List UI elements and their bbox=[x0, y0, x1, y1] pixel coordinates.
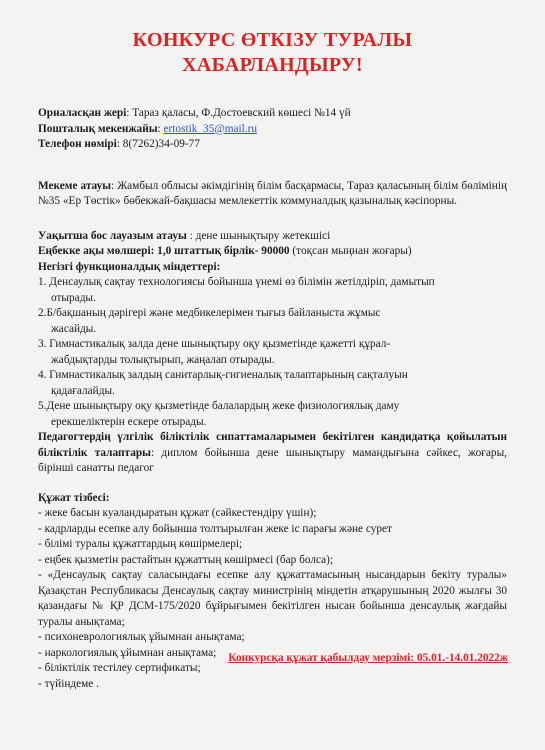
qualification-label: Педагогтердің үлгілік біліктілік сипаттамаларымен бекітілген кандидатқа қойылатын біліктілік талаптары bbox=[38, 431, 507, 459]
email-separator: : bbox=[157, 122, 164, 135]
location-line bbox=[38, 106, 507, 122]
duty-item-5-line1: 5.Дене шынықтыру оқу қызметінде балалардың жеке физиологиялық даму bbox=[38, 400, 400, 412]
location-value: : Тараз қаласы, Ф.Достоевский көшесі №14 үй bbox=[126, 107, 351, 119]
organization-section bbox=[38, 179, 507, 210]
duty-item-2-line2: жасайды. bbox=[51, 322, 97, 335]
email-link[interactable]: ertostik_35@mail.ru bbox=[163, 122, 258, 135]
qualification-requirements bbox=[38, 430, 507, 477]
email-line bbox=[38, 122, 507, 138]
deadline-notice: Конкурсқа құжат қабылдау мерзімі: 05.01.-14.01.2022ж bbox=[228, 652, 508, 664]
duty-item-2-line1: 2.Б/бақшаның дәрігері және медбикелерімен тығыз байланыста жұмыс bbox=[38, 307, 381, 319]
location-label: Орналасқан жері bbox=[38, 107, 127, 119]
duty-item-1-line2: отырады. bbox=[51, 291, 96, 304]
salary-suffix: (тоқсан мыңнан жоғары) bbox=[292, 245, 412, 257]
page-title bbox=[38, 28, 507, 78]
org-value: : Жамбыл облысы әкімдігінің білім басқармасы, Тараз қаласының білім бөлімінің №35 «Ер Төстік» бөбекжай-бақшасы мемлекеттік коммуналдық қазыналық кәсіпорны. bbox=[38, 179, 508, 207]
document-item: - түйіндеме . bbox=[38, 677, 99, 690]
duty-item-3-line2: жабдықтарды толықтырып, жаңалап отырады. bbox=[51, 353, 275, 366]
document-item: - наркологиялық ұйымнан анықтама; bbox=[38, 646, 217, 659]
org-label: Мекеме атауы bbox=[38, 179, 112, 192]
contacts-section bbox=[38, 106, 507, 153]
phone-label: Телефон нөмірі bbox=[38, 138, 117, 150]
document-item: - жеке басын куәландыратын құжат (сәйкестендіру үшін); bbox=[38, 507, 317, 519]
document-item: - психоневрологиялық ұйымнан анықтама; bbox=[38, 631, 245, 643]
duty-item-1-line1: 1. Денсаулық сақтау технологиясы бойынша үнемі өз білімін жетілдіріп, дамытып bbox=[38, 276, 435, 288]
document-item: - білімі туралы құжаттардың көшірмелері; bbox=[38, 538, 243, 550]
position-line bbox=[38, 229, 507, 245]
duty-item-4-line2: қадағалайды. bbox=[51, 384, 115, 397]
duty-item-3-line1: 3. Гимнастикалық залда дене шынықтыру оқу қызметінде қажетті құрал- bbox=[38, 338, 391, 350]
document-item: - «Денсаулық сақтау саласындағы есепке алу құжаттамасының нысандарын бекіту туралы» Қазақстан Республикасы Денсаулық сақтау министрінің міндетін атқарушының 2020 жылғы 30 қазандағы № ҚР ДСМ-175/2020 бұйрығымен бекітілген нысан бойынша денсаулық жағдайы туралы анықтама; bbox=[38, 569, 507, 628]
qualification-value: : диплом бойынша дене шынықтыру мамандығына сәйкес, жоғары, бірінші санатты педагог bbox=[38, 446, 507, 474]
email-label: Пошталық мекенжайы bbox=[38, 122, 158, 135]
title-line-2: ХАБАРЛАНДЫРУ! bbox=[182, 54, 363, 76]
phone-value: : 8(7262)34-09-77 bbox=[116, 138, 200, 150]
duty-item-5-line2: ерекшеліктерін ескере отырады. bbox=[51, 415, 207, 428]
document-item: - кадрларды есепке алу бойынша толтырылған жеке іс парағы және сурет bbox=[38, 522, 392, 535]
salary-text: Еңбекке ақы мөлшері: 1,0 штаттық бірлік- 90000 bbox=[38, 245, 293, 257]
document-item: - еңбек қызметін растайтын құжаттың көшірмесі (бар болса); bbox=[38, 553, 334, 566]
phone-line bbox=[38, 137, 507, 153]
position-value: : дене шынықтыру жетекшісі bbox=[186, 229, 331, 242]
salary-line bbox=[38, 244, 507, 260]
document-item: - біліктілік тестілеу сертификаты; bbox=[38, 662, 201, 674]
vacancy-section bbox=[38, 229, 507, 477]
duties-label: Негізгі функционалдық міндеттері: bbox=[38, 260, 221, 273]
duties-list bbox=[38, 275, 507, 430]
duty-item-4-line1: 4. Гимнастикалық залдың санитарлық-гигиеналық талаптарының сақталуын bbox=[38, 369, 408, 381]
position-label: Уақытша бос лауазым атауы bbox=[38, 229, 187, 242]
title-line-1: КОНКУРС ӨТКІЗУ ТУРАЛЫ bbox=[132, 29, 413, 51]
documents-label: Құжат тізбесі: bbox=[38, 491, 110, 504]
